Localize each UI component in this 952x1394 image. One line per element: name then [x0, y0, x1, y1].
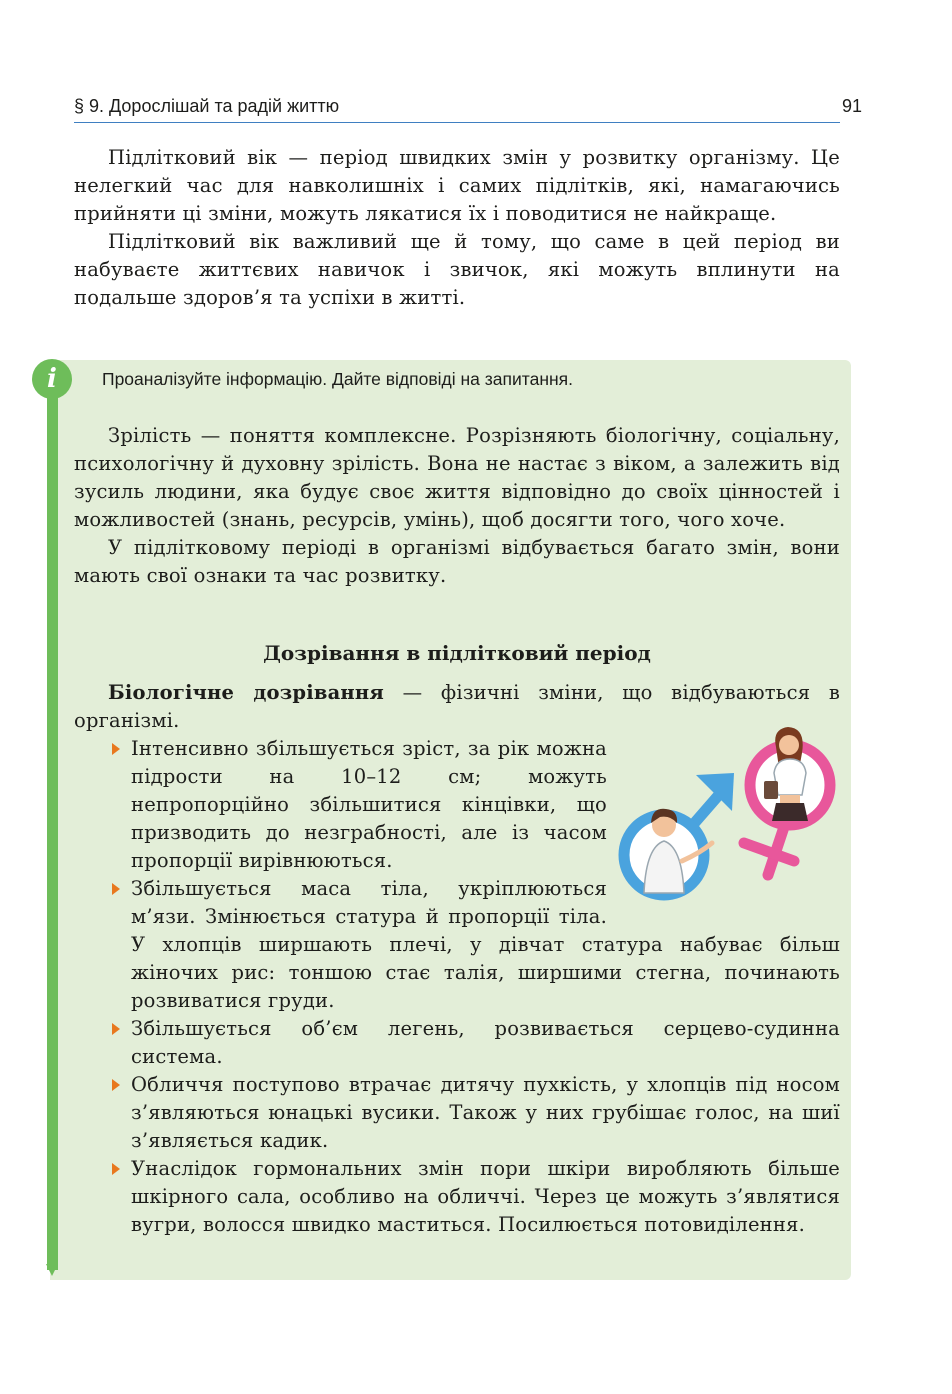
info-icon: i	[32, 359, 72, 399]
bio-term: Біологічне дозрівання	[108, 681, 384, 704]
bio-definition-text: — фізичні зміни, що відбуваються в організмі.	[74, 681, 840, 732]
list-item-text: Збільшується маса тіла, укріплюються м’язи. Змінюється статура й пропорції тіла. У хлопців ширшають плечі, у дівчат статура набуває більш жіночих рис: тоншою стає талія, ширшими стегна, починають розвиватися груди.	[131, 877, 840, 1012]
section-title: Дозрівання в підлітковий період	[263, 641, 651, 665]
page-number: 91	[841, 96, 862, 116]
running-header	[74, 92, 840, 123]
intro-text	[74, 144, 840, 312]
info-box-side-bar	[47, 380, 58, 1270]
gender-symbols-illustration	[616, 725, 842, 915]
triangle-bullet-icon	[112, 1079, 120, 1091]
maturity-paragraph: Зрілість — поняття комплексне. Розрізняють біологічну, соціальну, психологічну й духовну зрілість. Вона не настає з віком, а залежить від зусиль людини, яка будує своє життя відповідно до своїх цінностей і можливостей (знань, ресурсів, умінь), щоб досягти того, чого хоче.	[74, 424, 840, 531]
task-instruction: Проаналізуйте інформацію. Дайте відповіді на запитання.	[102, 369, 573, 389]
changes-paragraph: У підлітковому періоді в організмі відбувається багато змін, вони мають свої ознаки та час розвитку.	[74, 536, 840, 587]
list-item	[74, 1155, 840, 1239]
info-box-text	[74, 422, 840, 590]
list-item-text: Збільшується об’єм легень, розвивається серцево-судинна система.	[131, 1017, 840, 1068]
intro-paragraph-2: Підлітковий вік важливий ще й тому, що саме в цей період ви набуваєте життєвих навичок і звичок, які можуть вплинути на подальше здоров’я та успіхи в житті.	[74, 230, 840, 309]
list-item-text: Унаслідок гормональних змін пори шкіри виробляють більше шкірного сала, особливо на обличчі. Через це можуть з’являтися вугри, волосся швидко маститься. Посилюється потовиділення.	[131, 1157, 840, 1236]
triangle-bullet-icon	[112, 1023, 120, 1035]
down-arrow-icon	[46, 1264, 58, 1276]
triangle-bullet-icon	[112, 1163, 120, 1175]
list-item-text: Обличчя поступово втрачає дитячу пухкість, у хлопців під носом з’являються юнацькі вусики. Також у них грубішає голос, на шиї з’являється кадик.	[131, 1073, 840, 1152]
chapter-title: § 9. Дорослішай та радій життю	[74, 96, 340, 116]
triangle-bullet-icon	[112, 883, 120, 895]
triangle-bullet-icon	[112, 743, 120, 755]
list-item	[74, 1071, 840, 1155]
list-item	[74, 1015, 840, 1071]
intro-paragraph-1: Підлітковий вік — період швидких змін у розвитку організму. Це нелегкий час для навколишніх і самих підлітків, які, намагаючись прийняти ці зміни, можуть лякатися їх і поводитися не найкраще.	[74, 146, 840, 225]
list-item-text: Інтенсивно збільшується зріст, за рік можна підрости на 10–12 см; можуть непропорційно збільшитися кінцівки, що призводить до незграбності, але із часом пропорції вирівнюються.	[131, 737, 607, 872]
